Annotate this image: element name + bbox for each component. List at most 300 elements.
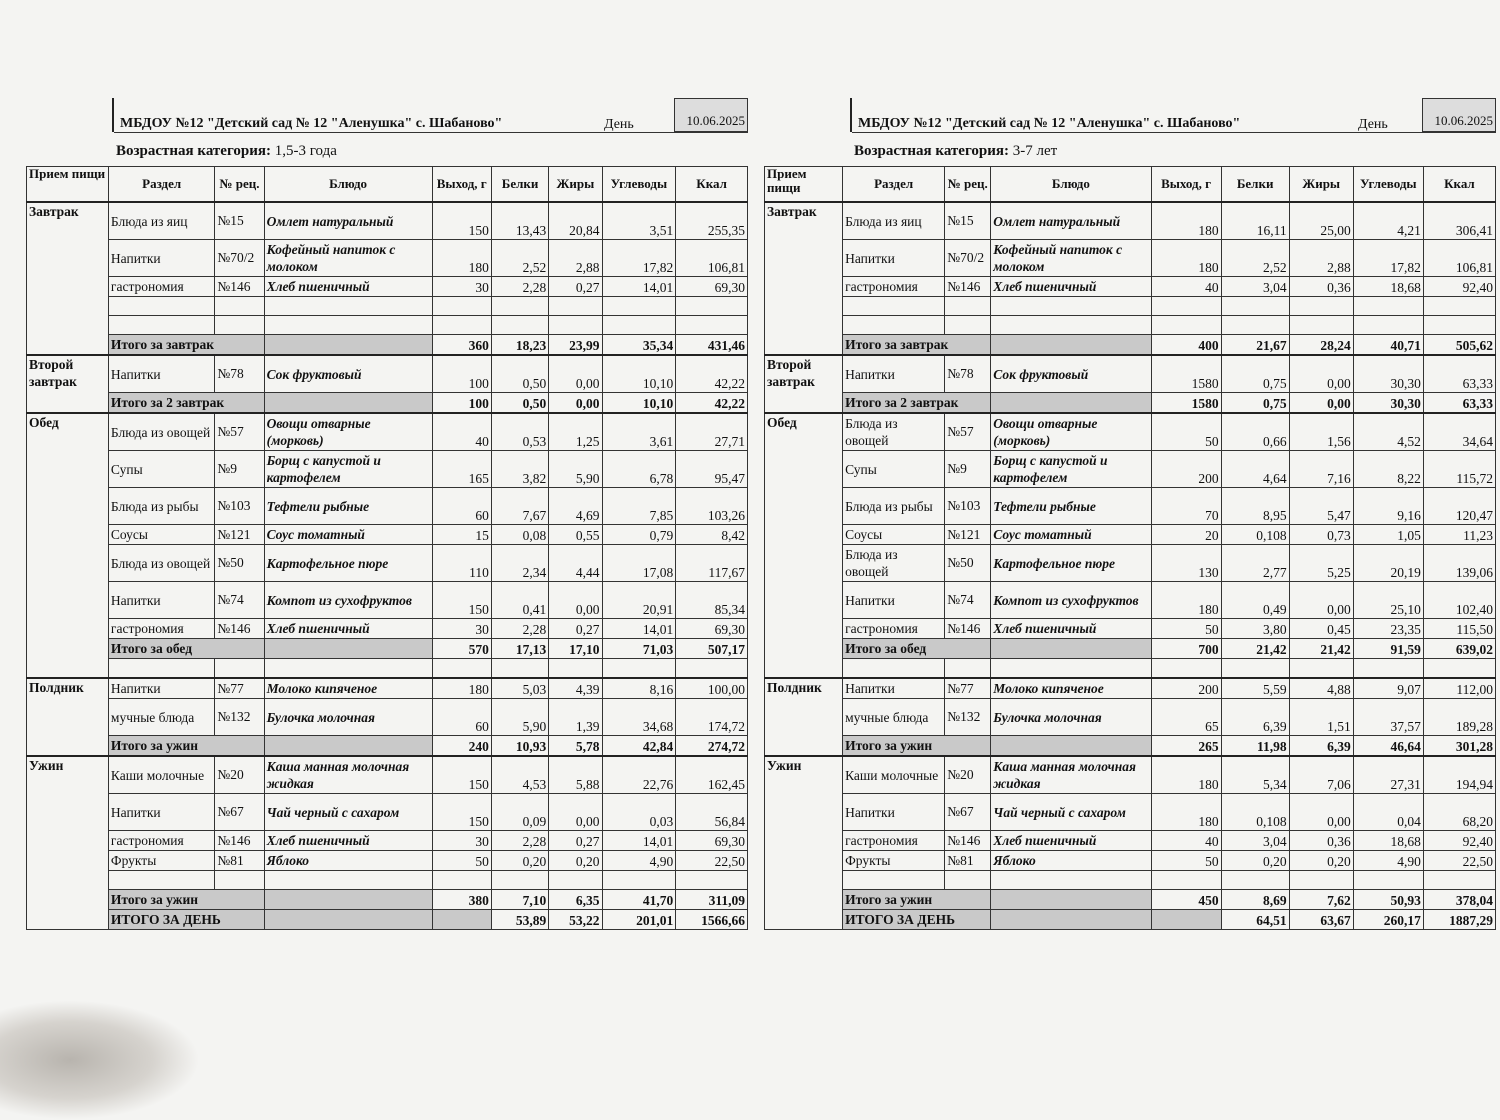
output-cell: 360 bbox=[432, 335, 491, 356]
kcal-cell: 106,81 bbox=[676, 240, 748, 277]
fat-cell: 4,44 bbox=[549, 545, 602, 582]
protein-cell: 5,59 bbox=[1221, 678, 1289, 699]
dish-cell: Булочка молочная bbox=[991, 699, 1151, 736]
carbs-cell: 17,82 bbox=[602, 240, 676, 277]
table-row bbox=[765, 488, 1496, 525]
header-bracket bbox=[850, 98, 852, 132]
table-row bbox=[27, 316, 748, 335]
output-cell: 1580 bbox=[1151, 393, 1221, 414]
header-bracket bbox=[112, 98, 114, 132]
fat-cell: 6,35 bbox=[549, 890, 602, 910]
recipe-cell: №20 bbox=[945, 756, 991, 794]
meal-snack bbox=[765, 678, 1496, 756]
fat-cell: 2,88 bbox=[549, 240, 602, 277]
kcal-cell: 100,00 bbox=[676, 678, 748, 699]
kcal-cell: 1566,66 bbox=[676, 910, 748, 930]
carbs-cell: 8,22 bbox=[1353, 451, 1423, 488]
output-cell: 50 bbox=[1151, 619, 1221, 639]
output-cell: 50 bbox=[1151, 413, 1221, 451]
carbs-cell: 40,71 bbox=[1353, 335, 1423, 356]
protein-cell: 0,41 bbox=[491, 582, 548, 619]
carbs-cell: 4,90 bbox=[602, 851, 676, 871]
section-cell: Напитки bbox=[108, 794, 215, 831]
total-row bbox=[27, 736, 748, 757]
meal-label: Обед bbox=[27, 413, 109, 678]
table-row bbox=[765, 756, 1496, 794]
meal-label: Ужин bbox=[765, 756, 843, 930]
kcal-cell: 92,40 bbox=[1423, 831, 1495, 851]
total-row bbox=[765, 393, 1496, 414]
carbs-cell: 4,52 bbox=[1353, 413, 1423, 451]
table-row bbox=[765, 678, 1496, 699]
protein-cell: 17,13 bbox=[491, 639, 548, 659]
table-row bbox=[765, 240, 1496, 277]
section-cell: Супы bbox=[843, 451, 945, 488]
carbs-cell: 4,21 bbox=[1353, 202, 1423, 240]
dish-cell: Борщ с капустой и картофелем bbox=[264, 451, 432, 488]
col-kcal: Ккал bbox=[1423, 167, 1495, 203]
protein-cell: 8,69 bbox=[1221, 890, 1289, 910]
carbs-cell: 25,10 bbox=[1353, 582, 1423, 619]
carbs-cell: 1,05 bbox=[1353, 525, 1423, 545]
age-category bbox=[26, 136, 748, 166]
table-row bbox=[27, 851, 748, 871]
carbs-cell: 9,16 bbox=[1353, 488, 1423, 525]
dish-cell: Хлеб пшеничный bbox=[264, 619, 432, 639]
fat-cell: 17,10 bbox=[549, 639, 602, 659]
output-cell: 180 bbox=[1151, 202, 1221, 240]
recipe-cell: №146 bbox=[945, 831, 991, 851]
total-label: Итого за ужин bbox=[843, 736, 991, 757]
table-row bbox=[765, 355, 1496, 393]
fat-cell: 4,88 bbox=[1289, 678, 1353, 699]
carbs-cell: 23,35 bbox=[1353, 619, 1423, 639]
day-total-label: ИТОГО ЗА ДЕНЬ bbox=[843, 910, 991, 930]
kcal-cell: 56,84 bbox=[676, 794, 748, 831]
table-row bbox=[765, 316, 1496, 335]
protein-cell: 7,67 bbox=[491, 488, 548, 525]
kcal-cell: 162,45 bbox=[676, 756, 748, 794]
fat-cell: 5,90 bbox=[549, 451, 602, 488]
output-cell: 50 bbox=[1151, 851, 1221, 871]
carbs-cell: 71,03 bbox=[602, 639, 676, 659]
protein-cell: 4,53 bbox=[491, 756, 548, 794]
total-row bbox=[27, 890, 748, 910]
carbs-cell: 0,04 bbox=[1353, 794, 1423, 831]
output-cell: 150 bbox=[432, 582, 491, 619]
protein-cell: 3,04 bbox=[1221, 831, 1289, 851]
dish-cell: Компот из сухофруктов bbox=[991, 582, 1151, 619]
fat-cell: 7,16 bbox=[1289, 451, 1353, 488]
total-label: Итого за обед bbox=[108, 639, 264, 659]
photo-shadow bbox=[0, 1000, 200, 1120]
fat-cell: 0,00 bbox=[549, 582, 602, 619]
day-total-row bbox=[765, 910, 1496, 930]
recipe-cell: №121 bbox=[215, 525, 264, 545]
table-row bbox=[765, 202, 1496, 240]
table-row bbox=[765, 851, 1496, 871]
section-cell: Блюда из рыбы bbox=[843, 488, 945, 525]
output-cell: 165 bbox=[432, 451, 491, 488]
section-cell: Напитки bbox=[108, 678, 215, 699]
dish-cell: Хлеб пшеничный bbox=[264, 831, 432, 851]
table-row bbox=[765, 831, 1496, 851]
carbs-cell: 41,70 bbox=[602, 890, 676, 910]
output-cell: 30 bbox=[432, 277, 491, 297]
organization-name: МБДОУ №12 "Детский сад № 12 "Аленушка" с. Шабаново" bbox=[858, 116, 1241, 131]
recipe-cell: №70/2 bbox=[945, 240, 991, 277]
protein-cell: 2,52 bbox=[1221, 240, 1289, 277]
recipe-cell: №78 bbox=[945, 355, 991, 393]
col-output: Выход, г bbox=[1151, 167, 1221, 203]
carbs-cell: 30,30 bbox=[1353, 393, 1423, 414]
kcal-cell: 69,30 bbox=[676, 619, 748, 639]
recipe-cell: №77 bbox=[215, 678, 264, 699]
fat-cell: 1,25 bbox=[549, 413, 602, 451]
recipe-cell: №50 bbox=[215, 545, 264, 582]
organization-name: МБДОУ №12 "Детский сад № 12 "Аленушка" с. Шабаново" bbox=[120, 116, 503, 131]
kcal-cell: 507,17 bbox=[676, 639, 748, 659]
protein-cell: 0,50 bbox=[491, 355, 548, 393]
section-cell: Блюда из рыбы bbox=[108, 488, 215, 525]
total-label: Итого за 2 завтрак bbox=[843, 393, 991, 414]
output-cell: 20 bbox=[1151, 525, 1221, 545]
dish-cell: Тефтели рыбные bbox=[991, 488, 1151, 525]
kcal-cell: 112,00 bbox=[1423, 678, 1495, 699]
table-row bbox=[765, 525, 1496, 545]
section-cell: Соусы bbox=[108, 525, 215, 545]
recipe-cell: №78 bbox=[215, 355, 264, 393]
protein-cell: 13,43 bbox=[491, 202, 548, 240]
carbs-cell: 3,61 bbox=[602, 413, 676, 451]
kcal-cell: 255,35 bbox=[676, 202, 748, 240]
age-category-label: Возрастная категория: bbox=[116, 143, 271, 159]
meal-snack bbox=[27, 678, 748, 756]
output-cell: 40 bbox=[432, 413, 491, 451]
dish-cell: Омлет натуральный bbox=[264, 202, 432, 240]
dish-cell: Кофейный напиток с молоком bbox=[991, 240, 1151, 277]
day-label: День bbox=[604, 117, 634, 132]
protein-cell: 0,20 bbox=[1221, 851, 1289, 871]
kcal-cell: 22,50 bbox=[1423, 851, 1495, 871]
dish-cell: Хлеб пшеничный bbox=[991, 831, 1151, 851]
total-row bbox=[765, 335, 1496, 356]
protein-cell: 0,75 bbox=[1221, 355, 1289, 393]
fat-cell: 20,84 bbox=[549, 202, 602, 240]
table-row bbox=[27, 413, 748, 451]
recipe-cell: №67 bbox=[215, 794, 264, 831]
section-cell: Напитки bbox=[843, 240, 945, 277]
recipe-cell: №15 bbox=[945, 202, 991, 240]
output-cell: 40 bbox=[1151, 277, 1221, 297]
carbs-cell: 9,07 bbox=[1353, 678, 1423, 699]
total-label: Итого за ужин bbox=[843, 890, 991, 910]
carbs-cell: 4,90 bbox=[1353, 851, 1423, 871]
carbs-cell: 0,03 bbox=[602, 794, 676, 831]
protein-cell: 0,66 bbox=[1221, 413, 1289, 451]
output-cell: 40 bbox=[1151, 831, 1221, 851]
kcal-cell: 95,47 bbox=[676, 451, 748, 488]
menu-panel-preschool bbox=[764, 96, 1496, 930]
protein-cell: 5,34 bbox=[1221, 756, 1289, 794]
output-cell: 380 bbox=[432, 890, 491, 910]
protein-cell: 0,75 bbox=[1221, 393, 1289, 414]
kcal-cell: 27,71 bbox=[676, 413, 748, 451]
carbs-cell: 10,10 bbox=[602, 393, 676, 414]
recipe-cell: №74 bbox=[945, 582, 991, 619]
dish-cell: Сок фруктовый bbox=[264, 355, 432, 393]
carbs-cell: 22,76 bbox=[602, 756, 676, 794]
output-cell: 150 bbox=[432, 794, 491, 831]
recipe-cell: №132 bbox=[215, 699, 264, 736]
fat-cell: 5,78 bbox=[549, 736, 602, 757]
carbs-cell: 8,16 bbox=[602, 678, 676, 699]
dish-cell: Овощи отварные (морковь) bbox=[991, 413, 1151, 451]
kcal-cell: 1887,29 bbox=[1423, 910, 1495, 930]
meal-label: Ужин bbox=[27, 756, 109, 930]
table-row bbox=[765, 297, 1496, 316]
kcal-cell: 505,62 bbox=[1423, 335, 1495, 356]
col-protein: Белки bbox=[1221, 167, 1289, 203]
section-cell: Супы bbox=[108, 451, 215, 488]
carbs-cell: 37,57 bbox=[1353, 699, 1423, 736]
output-cell: 100 bbox=[432, 393, 491, 414]
day-label: День bbox=[1358, 117, 1388, 132]
table-row bbox=[27, 545, 748, 582]
output-cell: 15 bbox=[432, 525, 491, 545]
fat-cell: 0,00 bbox=[1289, 582, 1353, 619]
carbs-cell: 20,91 bbox=[602, 582, 676, 619]
total-label: Итого за ужин bbox=[108, 890, 264, 910]
carbs-cell: 10,10 bbox=[602, 355, 676, 393]
kcal-cell: 120,47 bbox=[1423, 488, 1495, 525]
meal-breakfast bbox=[27, 202, 748, 355]
dish-cell: Соус томатный bbox=[264, 525, 432, 545]
protein-cell: 11,98 bbox=[1221, 736, 1289, 757]
carbs-cell: 17,82 bbox=[1353, 240, 1423, 277]
output-cell: 70 bbox=[1151, 488, 1221, 525]
dish-cell: Молоко кипяченое bbox=[264, 678, 432, 699]
recipe-cell: №9 bbox=[945, 451, 991, 488]
protein-cell: 10,93 bbox=[491, 736, 548, 757]
age-category bbox=[764, 136, 1496, 166]
output-cell: 130 bbox=[1151, 545, 1221, 582]
recipe-cell: №50 bbox=[945, 545, 991, 582]
table-row bbox=[27, 525, 748, 545]
recipe-cell: №77 bbox=[945, 678, 991, 699]
section-cell: гастрономия bbox=[108, 277, 215, 297]
table-row bbox=[765, 659, 1496, 679]
total-label: Итого за обед bbox=[843, 639, 991, 659]
recipe-cell: №146 bbox=[215, 619, 264, 639]
table-row bbox=[27, 678, 748, 699]
col-recipe: № рец. bbox=[215, 167, 264, 203]
recipe-cell: №20 bbox=[215, 756, 264, 794]
meal-label: Второй завтрак bbox=[27, 355, 109, 413]
section-cell: Напитки bbox=[108, 355, 215, 393]
kcal-cell: 63,33 bbox=[1423, 393, 1495, 414]
output-cell: 200 bbox=[1151, 678, 1221, 699]
dish-cell: Яблоко bbox=[264, 851, 432, 871]
section-cell: гастрономия bbox=[108, 831, 215, 851]
col-output: Выход, г bbox=[432, 167, 491, 203]
section-cell: Фрукты bbox=[108, 851, 215, 871]
section-cell: Напитки bbox=[843, 678, 945, 699]
output-cell: 265 bbox=[1151, 736, 1221, 757]
table-row bbox=[27, 699, 748, 736]
dish-cell: Хлеб пшеничный bbox=[991, 619, 1151, 639]
protein-cell: 0,53 bbox=[491, 413, 548, 451]
dish-cell: Борщ с капустой и картофелем bbox=[991, 451, 1151, 488]
kcal-cell: 311,09 bbox=[676, 890, 748, 910]
col-meal: Прием пищи bbox=[27, 167, 109, 203]
fat-cell: 21,42 bbox=[1289, 639, 1353, 659]
dish-cell: Картофельное пюре bbox=[264, 545, 432, 582]
col-section: Раздел bbox=[843, 167, 945, 203]
table-row bbox=[765, 451, 1496, 488]
carbs-cell: 3,51 bbox=[602, 202, 676, 240]
dish-cell: Молоко кипяченое bbox=[991, 678, 1151, 699]
fat-cell: 5,88 bbox=[549, 756, 602, 794]
table-row bbox=[27, 277, 748, 297]
kcal-cell: 69,30 bbox=[676, 831, 748, 851]
kcal-cell: 115,50 bbox=[1423, 619, 1495, 639]
carbs-cell: 50,93 bbox=[1353, 890, 1423, 910]
table-row bbox=[27, 240, 748, 277]
kcal-cell: 22,50 bbox=[676, 851, 748, 871]
kcal-cell: 189,28 bbox=[1423, 699, 1495, 736]
fat-cell: 23,99 bbox=[549, 335, 602, 356]
fat-cell: 0,27 bbox=[549, 619, 602, 639]
fat-cell: 1,39 bbox=[549, 699, 602, 736]
meal-label: Полдник bbox=[765, 678, 843, 756]
meal-label: Второй завтрак bbox=[765, 355, 843, 413]
section-cell: Блюда из яиц bbox=[843, 202, 945, 240]
output-cell: 100 bbox=[432, 355, 491, 393]
fat-cell: 28,24 bbox=[1289, 335, 1353, 356]
table-row bbox=[765, 871, 1496, 890]
menu-panel-toddlers bbox=[26, 96, 748, 930]
kcal-cell: 92,40 bbox=[1423, 277, 1495, 297]
protein-cell: 0,50 bbox=[491, 393, 548, 414]
output-cell: 180 bbox=[432, 240, 491, 277]
fat-cell: 0,00 bbox=[549, 393, 602, 414]
table-row bbox=[27, 619, 748, 639]
output-cell: 150 bbox=[432, 756, 491, 794]
fat-cell: 0,55 bbox=[549, 525, 602, 545]
meal-second-breakfast bbox=[765, 355, 1496, 413]
carbs-cell: 6,78 bbox=[602, 451, 676, 488]
section-cell: Фрукты bbox=[843, 851, 945, 871]
header-rule bbox=[852, 132, 1496, 133]
dish-cell: Омлет натуральный bbox=[991, 202, 1151, 240]
recipe-cell: №67 bbox=[945, 794, 991, 831]
recipe-cell: №103 bbox=[945, 488, 991, 525]
menu-table bbox=[26, 166, 748, 930]
output-cell: 150 bbox=[432, 202, 491, 240]
dish-cell: Чай черный с сахаром bbox=[264, 794, 432, 831]
fat-cell: 63,67 bbox=[1289, 910, 1353, 930]
protein-cell: 0,20 bbox=[491, 851, 548, 871]
fat-cell: 53,22 bbox=[549, 910, 602, 930]
col-fat: Жиры bbox=[1289, 167, 1353, 203]
kcal-cell: 194,94 bbox=[1423, 756, 1495, 794]
day-total-label: ИТОГО ЗА ДЕНЬ bbox=[108, 910, 264, 930]
protein-cell: 0,49 bbox=[1221, 582, 1289, 619]
table-row bbox=[765, 545, 1496, 582]
fat-cell: 4,39 bbox=[549, 678, 602, 699]
meal-label: Обед bbox=[765, 413, 843, 678]
meal-label: Полдник bbox=[27, 678, 109, 756]
protein-cell: 4,64 bbox=[1221, 451, 1289, 488]
panel-header bbox=[26, 96, 748, 136]
day-total-row bbox=[27, 910, 748, 930]
kcal-cell: 431,46 bbox=[676, 335, 748, 356]
kcal-cell: 63,33 bbox=[1423, 355, 1495, 393]
output-cell: 180 bbox=[1151, 756, 1221, 794]
col-dish: Блюдо bbox=[264, 167, 432, 203]
carbs-cell: 46,64 bbox=[1353, 736, 1423, 757]
fat-cell: 0,00 bbox=[549, 794, 602, 831]
dish-cell: Тефтели рыбные bbox=[264, 488, 432, 525]
dish-cell: Каша манная молочная жидкая bbox=[264, 756, 432, 794]
recipe-cell: №57 bbox=[215, 413, 264, 451]
kcal-cell: 42,22 bbox=[676, 355, 748, 393]
fat-cell: 0,73 bbox=[1289, 525, 1353, 545]
protein-cell: 7,10 bbox=[491, 890, 548, 910]
total-label: Итого за ужин bbox=[108, 736, 264, 757]
protein-cell: 21,42 bbox=[1221, 639, 1289, 659]
table-row bbox=[27, 582, 748, 619]
fat-cell: 7,62 bbox=[1289, 890, 1353, 910]
section-cell: Блюда из овощей bbox=[843, 545, 945, 582]
section-cell: Блюда из овощей bbox=[843, 413, 945, 451]
output-cell: 60 bbox=[432, 699, 491, 736]
table-row bbox=[765, 699, 1496, 736]
protein-cell: 2,34 bbox=[491, 545, 548, 582]
section-cell: Напитки bbox=[108, 240, 215, 277]
total-label: Итого за 2 завтрак bbox=[108, 393, 264, 414]
table-row bbox=[27, 831, 748, 851]
carbs-cell: 18,68 bbox=[1353, 277, 1423, 297]
output-cell: 50 bbox=[432, 851, 491, 871]
meal-label: Завтрак bbox=[765, 202, 843, 355]
kcal-cell: 117,67 bbox=[676, 545, 748, 582]
fat-cell: 7,06 bbox=[1289, 756, 1353, 794]
recipe-cell: №146 bbox=[215, 831, 264, 851]
output-cell: 700 bbox=[1151, 639, 1221, 659]
kcal-cell: 69,30 bbox=[676, 277, 748, 297]
table-row bbox=[765, 277, 1496, 297]
fat-cell: 4,69 bbox=[549, 488, 602, 525]
output-cell: 240 bbox=[432, 736, 491, 757]
section-cell: Блюда из яиц bbox=[108, 202, 215, 240]
table-row bbox=[765, 619, 1496, 639]
carbs-cell: 34,68 bbox=[602, 699, 676, 736]
protein-cell: 3,80 bbox=[1221, 619, 1289, 639]
carbs-cell: 201,01 bbox=[602, 910, 676, 930]
dish-cell: Кофейный напиток с молоком bbox=[264, 240, 432, 277]
protein-cell: 2,28 bbox=[491, 619, 548, 639]
dish-cell: Сок фруктовый bbox=[991, 355, 1151, 393]
total-row bbox=[27, 639, 748, 659]
carbs-cell: 14,01 bbox=[602, 619, 676, 639]
section-cell: гастрономия bbox=[108, 619, 215, 639]
protein-cell: 2,77 bbox=[1221, 545, 1289, 582]
fat-cell: 0,27 bbox=[549, 831, 602, 851]
col-section: Раздел bbox=[108, 167, 215, 203]
recipe-cell: №132 bbox=[945, 699, 991, 736]
